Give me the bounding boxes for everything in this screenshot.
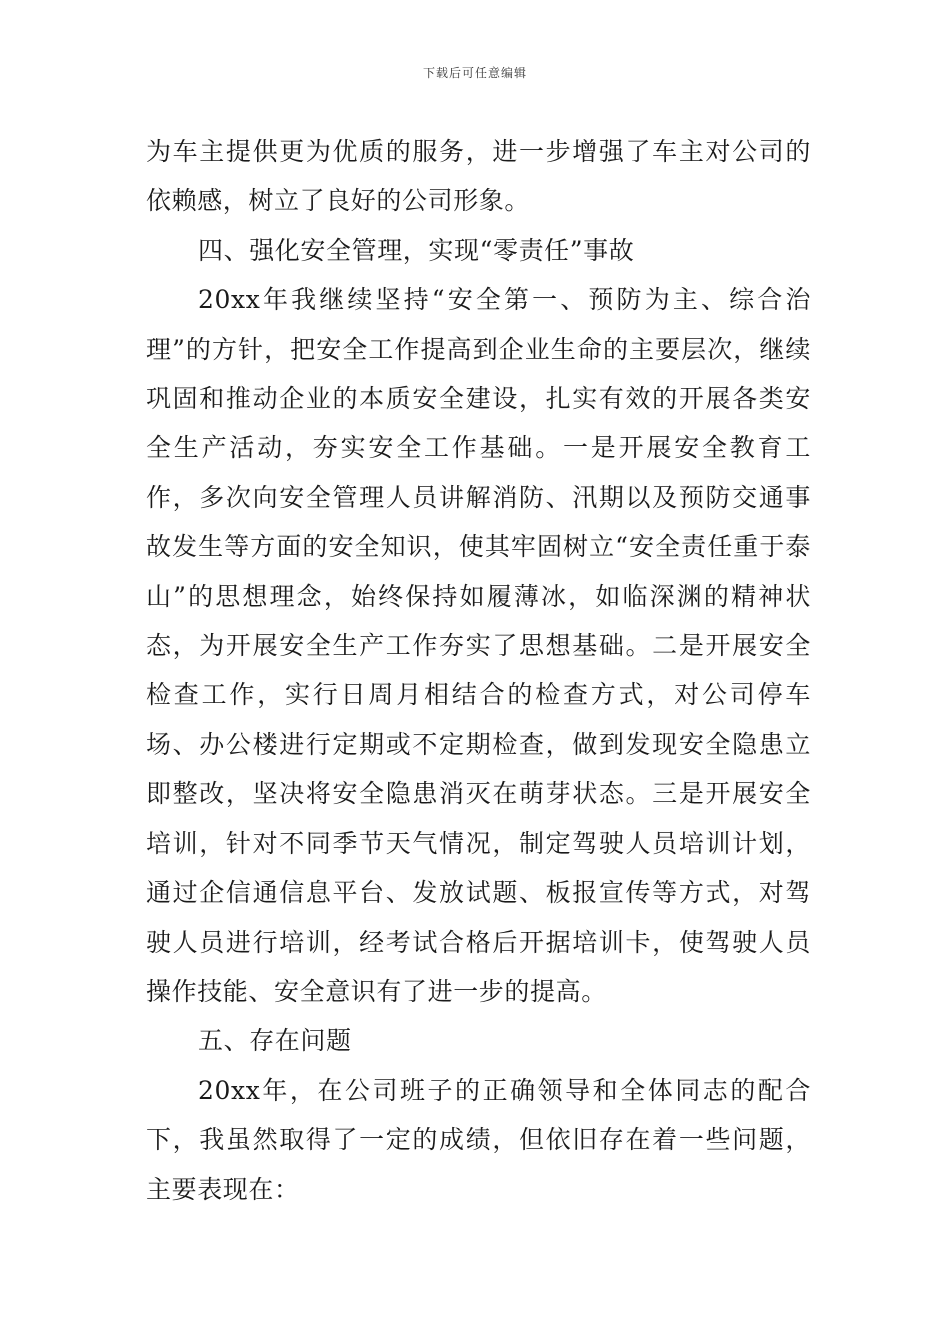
section-heading-safety: 四、强化安全管理，实现“零责任”事故 xyxy=(198,235,635,265)
paragraph-service-continuation: 为车主提供更为优质的服务，进一步增强了车主对公司的依赖感，树立了良好的公司形象。 xyxy=(146,137,811,216)
paragraph-safety-details: 20xx年我继续坚持“安全第一、预防为主、综合治理”的方针，把安全工作提高到企业生命的主要层次，继续巩固和推动企业的本质安全建设，扎实有效的开展各类安全生产活动，夯实安全工作基础。一是开展安全教育工作，多次向安全管理人员讲解消防、汛期以及预防交通事故发生等方面的安全知识，使其牢固树立“安全责任重于泰山”的思想理念，始终保持如履薄冰，如临深渊的精神状态，为开展安全生产工作夯实了思想基础。二是开展安全检查工作，实行日周月相结合的检查方式，对公司停车场、办公楼进行定期或不定期检查，做到发现安全隐患立即整改，坚决将安全隐患消灭在萌芽状态。三是开展安全培训，针对不同季节天气情况，制定驾驶人员培训计划，通过企信通信息平台、发放试题、板报宣传等方式，对驾驶人员进行培训，经考试合格后开据培训卡，使驾驶人员操作技能、安全意识有了进一步的提高。 xyxy=(146,285,811,1006)
page-header: 下载后可任意编辑 xyxy=(422,66,527,80)
section-heading-problems: 五、存在问题 xyxy=(198,1026,352,1056)
document-body xyxy=(146,127,811,1214)
paragraph-problems-intro: 20xx年，在公司班子的正确领导和全体同志的配合下，我虽然取得了一定的成绩，但依旧存在着一些问题，主要表现在： xyxy=(146,1075,811,1204)
